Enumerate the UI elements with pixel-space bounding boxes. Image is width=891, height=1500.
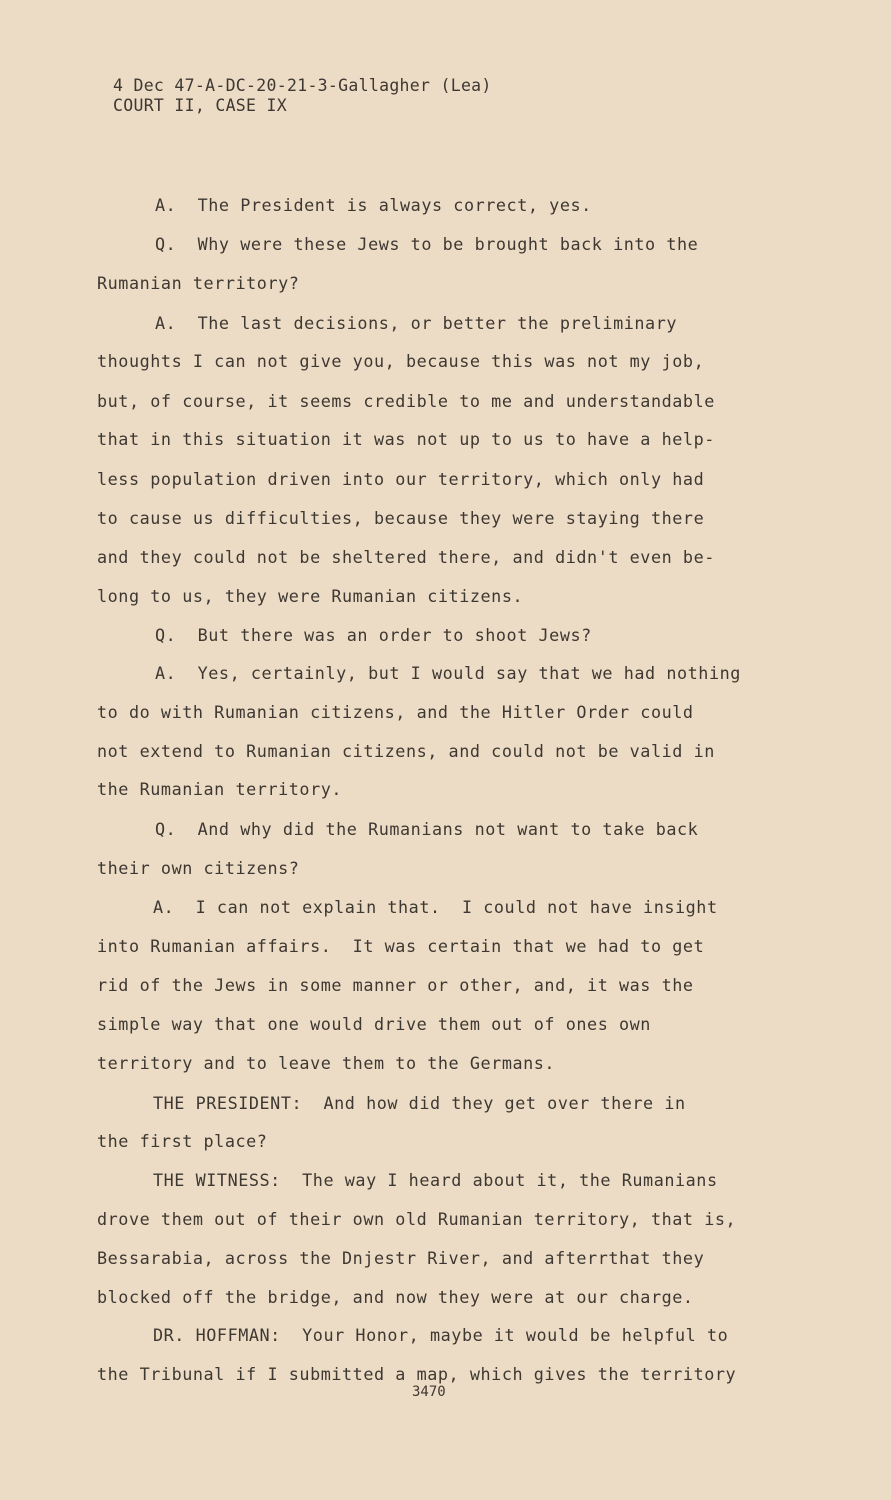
document-header xyxy=(113,76,492,116)
transcript-line: Q. And why did the Rumanians not want to take back xyxy=(155,819,699,839)
transcript-line: THE WITNESS: The way I heard about it, the Rumanians xyxy=(153,1170,718,1190)
transcript-line: the Tribunal if I submitted a map, which gives the territory xyxy=(97,1364,737,1384)
transcript-line: the Rumanian territory. xyxy=(97,779,343,799)
transcript-line: territory and to leave them to the Germans. xyxy=(97,1053,556,1073)
transcript-line: blocked off the bridge, and now they were at our charge. xyxy=(97,1287,694,1307)
transcript-line: A. The last decisions, or better the preliminary xyxy=(155,313,678,333)
header-court-line: COURT II, CASE IX xyxy=(113,96,287,115)
header-docket-line: 4 Dec 47-A-DC-20-21-3-Gallagher (Lea) xyxy=(113,76,492,95)
transcript-line: and they could not be sheltered there, and didn't even be- xyxy=(97,547,715,567)
transcript-line: but, of course, it seems credible to me and understandable xyxy=(97,391,715,411)
transcript-line: Q. But there was an order to shoot Jews? xyxy=(155,625,592,645)
transcript-line: Bessarabia, across the Dnjestr River, and afterrthat they xyxy=(97,1248,705,1268)
transcript-line: the first place? xyxy=(97,1131,268,1151)
transcript-line: simple way that one would drive them out of ones own xyxy=(97,1014,651,1034)
transcript-line: Q. Why were these Jews to be brought back into the xyxy=(155,234,699,254)
transcript-line: to cause us difficulties, because they were staying there xyxy=(97,508,705,528)
transcript-line: DR. HOFFMAN: Your Honor, maybe it would be helpful to xyxy=(153,1325,729,1345)
transcript-line: to do with Rumanian citizens, and the Hitler Order could xyxy=(97,702,694,722)
transcript-line: not extend to Rumanian citizens, and could not be valid in xyxy=(97,741,715,761)
transcript-line: into Rumanian affairs. It was certain that we had to get xyxy=(97,936,705,956)
transcript-line: thoughts I can not give you, because this was not my job, xyxy=(97,351,705,371)
transcript-line: Rumanian territory? xyxy=(97,273,300,293)
transcript-line: long to us, they were Rumanian citizens. xyxy=(97,586,524,606)
transcript-line: less population driven into our territory, which only had xyxy=(97,469,705,489)
transcript-line: A. I can not explain that. I could not have insight xyxy=(153,897,718,917)
transcript-line: A. Yes, certainly, but I would say that we had nothing xyxy=(155,663,741,683)
transcript-line: rid of the Jews in some manner or other, and, it was the xyxy=(97,975,694,995)
transcript-line: THE PRESIDENT: And how did they get over there in xyxy=(153,1093,686,1113)
page-number: 3470 xyxy=(412,1384,446,1400)
transcript-line: their own citizens? xyxy=(97,858,300,878)
transcript-line: drove them out of their own old Rumanian territory, that is, xyxy=(97,1209,737,1229)
transcript-line: A. The President is always correct, yes. xyxy=(155,195,592,215)
transcript-line: that in this situation it was not up to us to have a help- xyxy=(97,429,715,449)
